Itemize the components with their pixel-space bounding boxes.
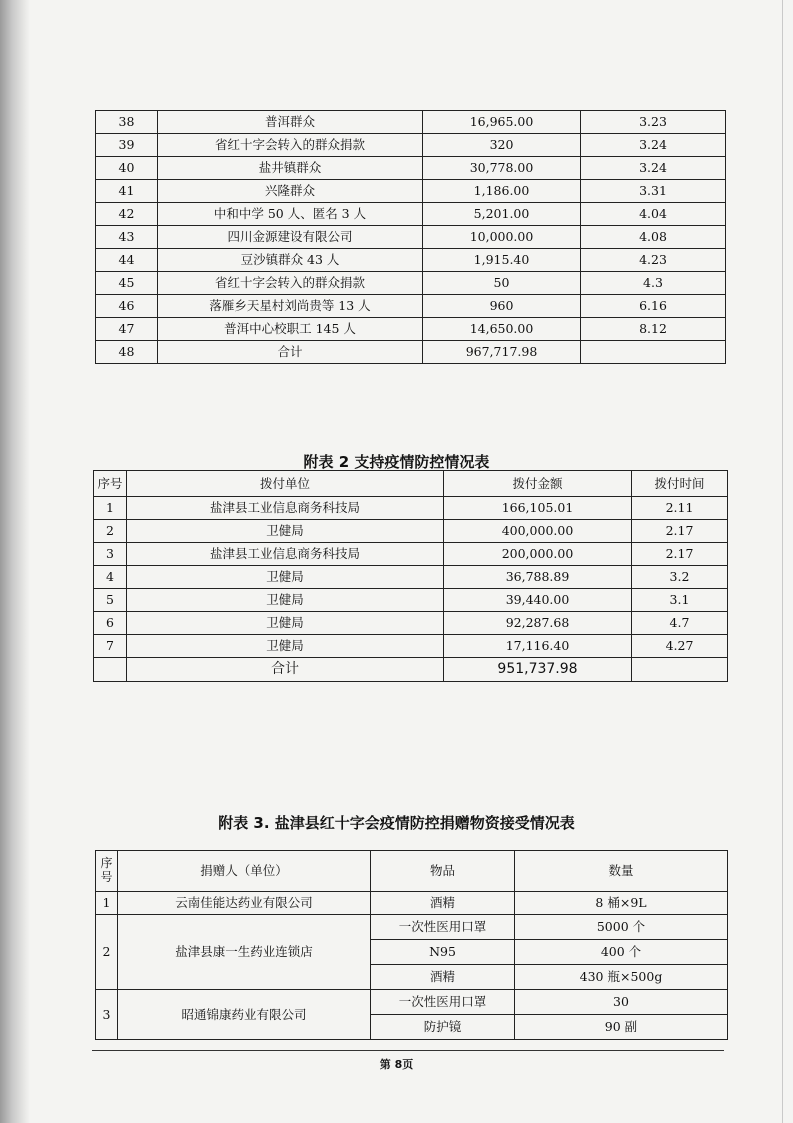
table-row: 酒精 430 瓶×500g	[96, 965, 728, 990]
table-row: 45 省红十字会转入的群众捐款 50 4.3	[96, 272, 726, 295]
page-number: 第 8页	[379, 1058, 414, 1071]
table-row: 3 盐津县工业信息商务科技局 200,000.00 2.17	[94, 543, 728, 566]
total-label: 合计	[127, 658, 444, 682]
header-unit: 拨付单位	[127, 471, 444, 497]
table-row: 4 卫健局 36,788.89 3.2	[94, 566, 728, 589]
table2-title: 附表 2 支持疫情防控情况表	[303, 453, 490, 471]
table-header-row	[94, 471, 728, 497]
table-row: 46 落雁乡天星村刘尚贵等 13 人 960 6.16	[96, 295, 726, 318]
table-header-row	[96, 851, 728, 892]
total-row: 48 合计 967,717.98	[96, 341, 726, 364]
table-row: 47 普洱中心校职工 145 人 14,650.00 8.12	[96, 318, 726, 341]
header-donor: 捐赠人（单位）	[118, 851, 371, 892]
table-row: 43 四川金源建设有限公司 10,000.00 4.08	[96, 226, 726, 249]
page-binding-shadow	[0, 0, 30, 1123]
header-item: 物品	[371, 851, 515, 892]
total-row	[94, 658, 728, 682]
donated-supplies-table	[95, 850, 728, 1040]
total-amount: 951,737.98	[444, 658, 632, 682]
header-qty: 数量	[515, 851, 728, 892]
table3-title: 附表 3. 盐津县红十字会疫情防控捐赠物资接受情况表	[218, 814, 575, 832]
footer-divider	[92, 1050, 724, 1051]
donation-list-table	[95, 110, 726, 364]
table-row: 38 普洱群众 16,965.00 3.23	[96, 111, 726, 134]
header-no: 序号	[96, 851, 118, 892]
table-row: 3 昭通锦康药业有限公司 一次性医用口罩 30	[96, 990, 728, 1015]
page-edge-line	[782, 0, 783, 1123]
table-row: N95 400 个	[96, 940, 728, 965]
table-row: 44 豆沙镇群众 43 人 1,915.40 4.23	[96, 249, 726, 272]
table-row: 1 云南佳能达药业有限公司 酒精 8 桶×9L	[96, 892, 728, 915]
table-row: 42 中和中学 50 人、匿名 3 人 5,201.00 4.04	[96, 203, 726, 226]
table-row: 2 卫健局 400,000.00 2.17	[94, 520, 728, 543]
table-row: 5 卫健局 39,440.00 3.1	[94, 589, 728, 612]
table-row: 41 兴隆群众 1,186.00 3.31	[96, 180, 726, 203]
table-row: 2 盐津县康一生药业连锁店 一次性医用口罩 5000 个	[96, 915, 728, 940]
header-no: 序号	[94, 471, 127, 497]
header-amount: 拨付金额	[444, 471, 632, 497]
table-row: 40 盐井镇群众 30,778.00 3.24	[96, 157, 726, 180]
epidemic-support-table	[93, 470, 728, 682]
table-row: 6 卫健局 92,287.68 4.7	[94, 612, 728, 635]
header-date: 拨付时间	[632, 471, 728, 497]
table-row: 1 盐津县工业信息商务科技局 166,105.01 2.11	[94, 497, 728, 520]
table-row: 防护镜 90 副	[96, 1015, 728, 1040]
table-row: 39 省红十字会转入的群众捐款 320 3.24	[96, 134, 726, 157]
table-row: 7 卫健局 17,116.40 4.27	[94, 635, 728, 658]
